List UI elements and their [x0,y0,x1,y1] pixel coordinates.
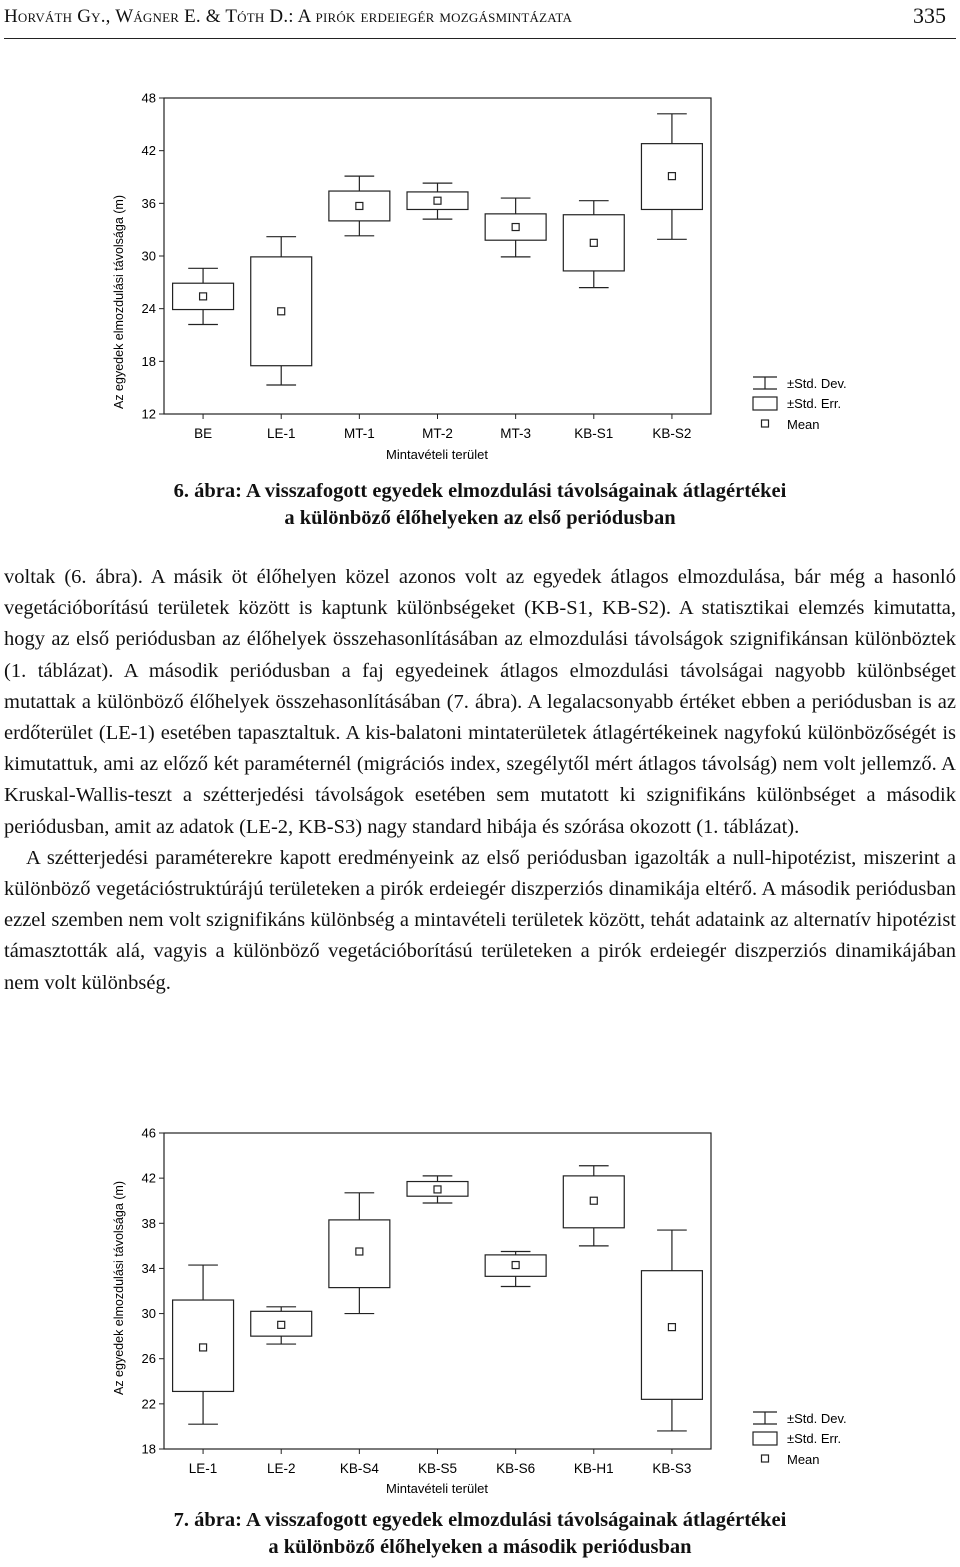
x-tick-label: LE-1 [266,426,296,441]
x-axis-label: Mintavételi terület [386,1481,488,1496]
x-tick-label: MT-3 [500,426,532,441]
figure-6-chart [0,80,960,475]
y-tick-label: 30 [141,1306,156,1322]
std-err-box [641,1271,702,1400]
y-tick-label: 42 [141,1170,156,1186]
x-tick-label: KB-S6 [496,1461,536,1476]
caption-line: 7. ábra: A visszafogott egyedek elmozdulási távolságainak átlagértékei [173,1509,787,1531]
y-tick-label: 46 [141,1125,156,1141]
mean-marker [434,1186,441,1193]
y-tick-label: 34 [141,1260,156,1276]
x-tick-label: MT-2 [422,426,453,441]
caption-line: 6. ábra: A visszafogott egyedek elmozdulási távolságainak átlagértékei [173,480,787,502]
x-tick-label: MT-1 [343,426,375,441]
x-tick-label: KB-S1 [574,426,614,441]
x-tick-label: LE-1 [188,1461,218,1476]
paragraph: voltak (6. ábra). A másik öt élőhelyen közel azonos volt az egyedek átlagos elmozdulása, bár még a hasonló vegetációborítású területek között is kaptunk különbségeket (KB-S1, KB-S2). A statisztikai elemzés kimutatta, hogy az első periódusban az élőhelyek összehasonlításában az elmozdulási távolságok szignifikánsan különböztek (1. táblázat). A második periódusban a faj egyedeinek átlagos elmozdulási távolságai nagyobb különbséget mutattak a különböző élőhelyek összehasonlításában (7. ábra). A legalacsonyabb értéket ebben a periódusban is az erdőterület (LE-1) esetében tapasztaltuk. A kis-balatoni mintaterületek átlagértékeinek nagyfokú különbözőségét is kimutattuk, ami az előző két paraméternél (migrációs index, szegélytől mért átlagos távolság) nem volt jellemző. A Kruskal-Wallis-teszt a szétterjedési távolságok esetében sem mutatott ki szignifikáns különbséget a második periódusban, amit az adatok (LE-2, KB-S3) nagy standard hibája és szórása okozott (1. táblázat). [4,566,956,838]
figure-7-caption [0,1507,960,1561]
y-tick-label: 36 [141,195,156,211]
y-tick-label: 18 [141,353,156,369]
page-number: 335 [913,3,946,28]
y-tick-label: 12 [141,406,156,422]
legend-std-dev-label: ±Std. Dev. [787,376,847,391]
mean-marker [590,1197,597,1204]
x-tick-label: KB-H1 [573,1461,614,1476]
x-tick-label: KB-S4 [339,1461,379,1476]
y-axis-label: Az egyedek elmozdulási távolsága (m) [112,1181,126,1395]
legend-std-err-swatch [753,1432,777,1445]
x-tick-label: LE-2 [266,1461,296,1476]
running-title: Horváth Gy., Wágner E. & Tóth D.: A pirók erdeiegér mozgásmintázata [4,6,573,27]
legend-std-dev-label: ±Std. Dev. [787,1411,847,1426]
header-rule [4,38,956,39]
x-tick-label: BE [194,426,213,441]
legend-std-err-label: ±Std. Err. [787,1431,842,1446]
legend-mean-label: Mean [787,1452,820,1467]
y-tick-label: 38 [141,1215,156,1231]
legend-mean-label: Mean [787,417,820,432]
legend-mean-swatch [762,1455,769,1462]
y-tick-label: 22 [141,1396,156,1412]
mean-marker [356,202,363,209]
caption-line: a különböző élőhelyeken az első periódusban [284,507,676,529]
mean-marker [200,293,207,300]
legend-std-err-swatch [753,397,777,410]
mean-marker [278,1321,285,1328]
x-tick-label: KB-S3 [652,1461,692,1476]
mean-marker [200,1344,207,1351]
x-axis-label: Mintavételi terület [386,447,488,462]
mean-marker [590,239,597,246]
caption-line: a különböző élőhelyeken a második periódusban [268,1536,692,1558]
mean-marker [356,1248,363,1255]
y-tick-label: 48 [141,90,156,106]
mean-marker [512,1262,519,1269]
x-tick-label: KB-S2 [652,426,692,441]
mean-marker [434,197,441,204]
figure-7-chart [0,1115,960,1505]
mean-marker [278,308,285,315]
x-tick-label: KB-S5 [417,1461,458,1476]
mean-marker [668,1324,675,1331]
y-tick-label: 30 [141,248,156,264]
y-tick-label: 18 [141,1441,156,1457]
plot-frame [164,98,711,414]
figure-6-caption [0,478,960,532]
y-tick-label: 42 [141,143,156,159]
mean-marker [512,224,519,231]
y-axis-label: Az egyedek elmozdulási távolsága (m) [112,195,126,409]
mean-marker [668,173,675,180]
body-text [4,562,956,999]
y-tick-label: 24 [141,301,156,317]
legend-std-err-label: ±Std. Err. [787,396,842,411]
paragraph: A szétterjedési paraméterekre kapott eredményeink az első periódusban igazolták a null-hipotézist, miszerint a különböző vegetációstruktúrájú területeken a pirók erdeiegér diszperziós dinamikája eltérő. A második periódusban ezzel szemben nem volt szignifikáns különbség a mintavételi területek között, tehát adataink az alternatív hipotézist támasztották alá, vagyis a különböző vegetációborítású területeken a pirók erdeiegér diszperziós dinamikájában nem volt különbség. [4,846,956,994]
page-header [4,0,956,40]
legend-mean-swatch [762,420,769,427]
y-tick-label: 26 [141,1351,156,1367]
